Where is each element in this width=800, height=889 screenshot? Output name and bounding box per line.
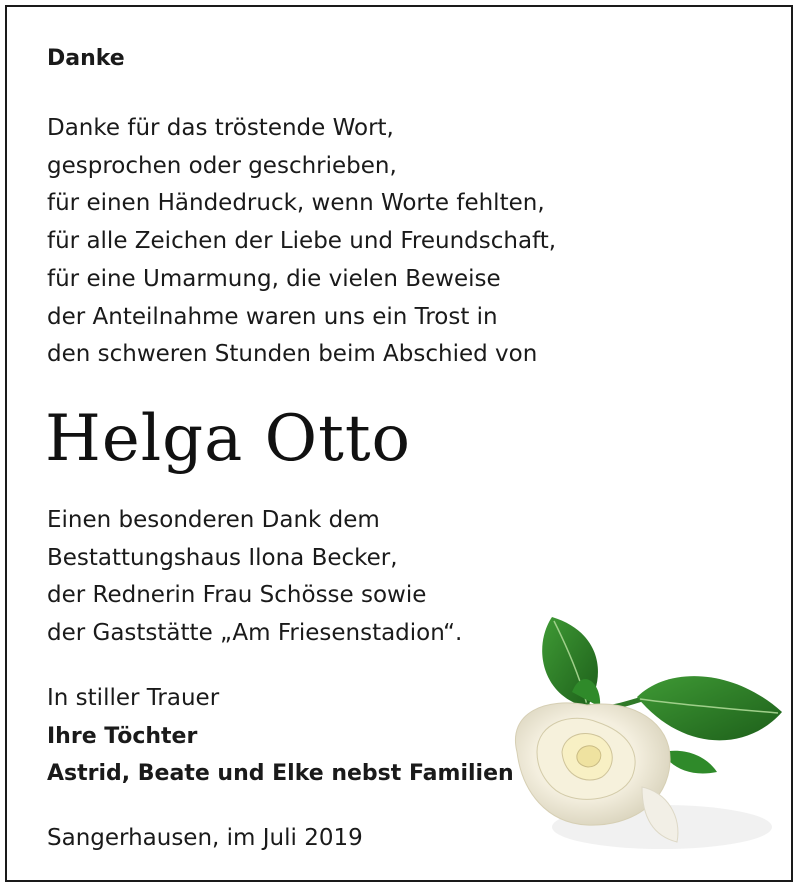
- notice-heading: Danke: [47, 46, 125, 71]
- thanks-line: Einen besonderen Dank dem: [47, 507, 380, 533]
- thanks-line: der Rednerin Frau Schösse sowie: [47, 582, 427, 609]
- place-date: Sangerhausen, im Juli 2019: [47, 825, 363, 851]
- poem-line: für eine Umarmung, die vielen Beweise: [47, 265, 501, 292]
- mourners-names: Astrid, Beate und Elke nebst Familien: [47, 761, 514, 787]
- mourners-block: [47, 680, 514, 793]
- thanks-line: der Gaststätte „Am Friesenstadion“.: [47, 620, 463, 647]
- poem-line: der Anteilnahme waren uns ein Trost in: [47, 303, 498, 330]
- poem-line: für alle Zeichen der Liebe und Freundschaft,: [47, 228, 557, 255]
- deceased-name: Helga Otto: [45, 402, 412, 476]
- special-thanks: [47, 502, 462, 653]
- mourning-intro: In stiller Trauer: [47, 685, 220, 711]
- white-rose-icon: [492, 587, 792, 867]
- thanks-poem: [47, 110, 556, 374]
- poem-line: für einen Händedruck, wenn Worte fehlten,: [47, 190, 545, 217]
- poem-line: Danke für das tröstende Wort,: [47, 115, 394, 141]
- poem-line: den schweren Stunden beim Abschied von: [47, 341, 538, 368]
- mourners-daughters: Ihre Töchter: [47, 723, 198, 749]
- thanks-line: Bestattungshaus Ilona Becker,: [47, 544, 398, 571]
- obituary-card: [5, 5, 793, 882]
- poem-line: gesprochen oder geschrieben,: [47, 152, 397, 179]
